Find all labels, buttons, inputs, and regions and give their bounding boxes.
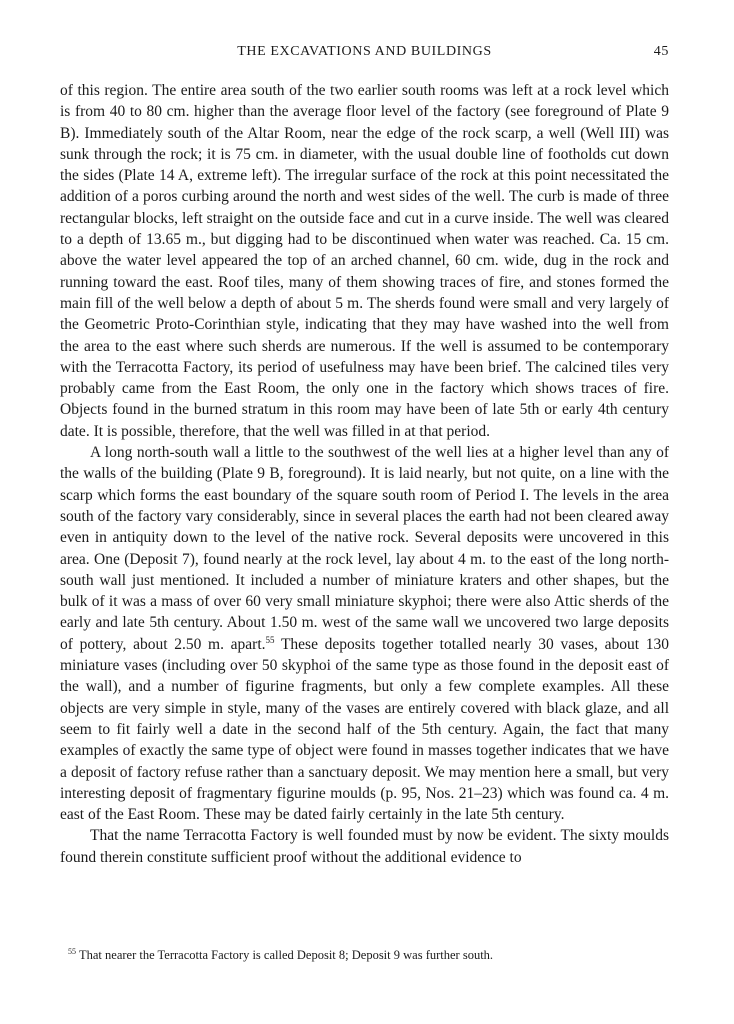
page-number: 45	[653, 44, 669, 59]
paragraph-2-text-before-note: A long north-south wall a little to the southwest of the well lies at a higher level than any of the walls of the building (Plate 9 B, foreground). It is laid nearly, but not quite, on a line with the scarp which forms the east boundary of the square south room of Period I. The levels in the area south of the factory vary considerably, since in several places the earth had not been cleared away even in antiquity down to the level of the native rock. Several deposits were uncovered in this area. One (Deposit 7), found nearly at the rock level, lay about 4 m. to the east of the long north-south wall just mentioned. It included a number of miniature kraters and other shapes, but the bulk of it was a mass of over 60 very small miniature skyphoi; there were also Attic sherds of the early and late 5th century. About 1.50 m. west of the same wall we uncovered two large deposits of pottery, about 2.50 m. apart.	[60, 444, 669, 653]
footnote-text: That nearer the Terracotta Factory is called Deposit 8; Deposit 9 was further south.	[79, 948, 494, 962]
paragraph-1: of this region. The entire area south of the two earlier south rooms was left at a rock level which is from 40 to 80 cm. higher than the average floor level of the factory (see foreground of Plate 9 B). Immediately south of the Altar Room, near the edge of the rock scarp, a well (Well III) was sunk through the rock; it is 75 cm. in diameter, with the usual double line of footholds cut down the sides (Plate 14 A, extreme left). The irregular surface of the rock at this point necessitated the addition of a poros curbing around the north and west sides of the well. The curb is made of three rectangular blocks, left straight on the outside face and cut in a curve inside. The well was cleared to a depth of 13.65 m., but digging had to be discontinued when water was reached. Ca. 15 cm. above the water level appeared the top of an arched channel, 60 cm. wide, dug in the rock and running toward the east. Roof tiles, many of them showing traces of fire, and stones formed the main fill of the well below a depth of about 5 m. The sherds found were small and very largely of the Geometric Proto-Corinthian style, indicating that they may have washed into the well from the area to the east where such sherds are numerous. If the well is assumed to be contemporary with the Terracotta Factory, its period of usefulness may have been brief. The calcined tiles very probably came from the East Room, the only one in the factory which shows traces of fire. Objects found in the burned stratum in this room may have been of late 5th or early 4th century date. It is possible, therefore, that the well was filled in at that period.	[60, 82, 669, 440]
footnote	[68, 947, 668, 963]
page-header	[60, 44, 669, 64]
paragraph-2	[60, 442, 669, 825]
footnote-number: 55	[68, 946, 76, 956]
body-text	[60, 80, 669, 868]
paragraph-3: That the name Terracotta Factory is well founded must by now be evident. The sixty moulds found therein constitute sufficient proof without the additional evidence to	[60, 827, 669, 866]
book-page	[60, 0, 669, 1024]
paragraph-2-text-after-note: These deposits together totalled nearly 30 vases, about 130 miniature vases (including over 50 skyphoi of the same type as those found in the deposit east of the wall), and a number of figurine fragments, but only a few complete examples. All these objects are very simple in style, many of the vases are entirely covered with black glaze, and all seem to fit fairly well a date in the second half of the 5th century. Again, the fact that many examples of exactly the same type of object were found in masses together indicates that we have a deposit of factory refuse rather than a sanctuary deposit. We may mention here a small, but very interesting deposit of fragmentary figurine moulds (p. 95, Nos. 21–23) which was found ca. 4 m. east of the East Room. These may be dated fairly certainly in the late 5th century.	[60, 635, 669, 824]
footnote-reference[interactable]: 55	[265, 634, 275, 645]
running-title: THE EXCAVATIONS AND BUILDINGS	[237, 44, 492, 59]
